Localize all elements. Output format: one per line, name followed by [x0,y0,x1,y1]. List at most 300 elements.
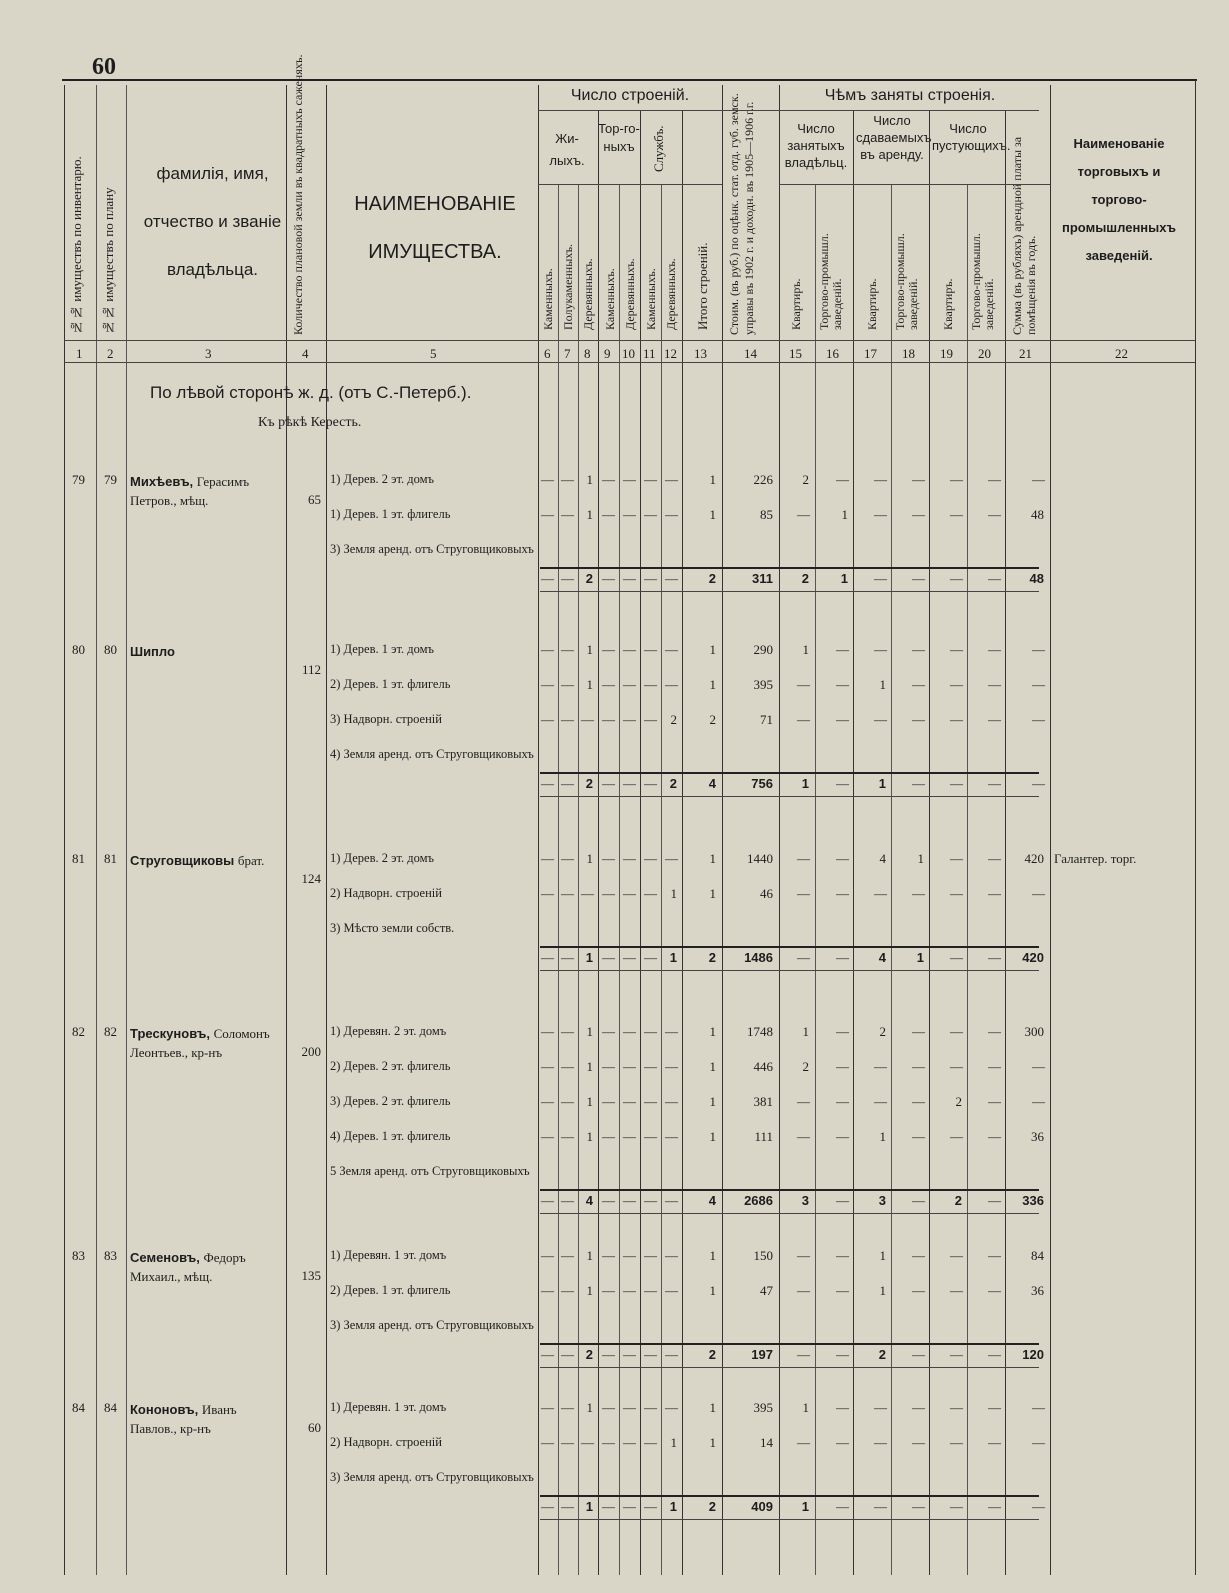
total-dash: — [561,776,574,791]
item-dash: — [623,472,636,487]
rule-v [1050,85,1051,1575]
rule-v [538,85,539,1575]
item-dash: — [912,1059,925,1074]
total-value: 4 [708,1193,716,1208]
item-dash: — [797,1283,810,1298]
header-c10: Деревянныхъ. [623,258,637,330]
item-dash: — [665,642,678,657]
item-dash: — [541,642,554,657]
total-value: 2 [585,571,593,586]
item-name: 2) Дерев. 2 эт. флигель [330,1059,451,1073]
item-dash: — [561,712,574,727]
item-value: 1 [586,472,593,487]
item-name: 3) Земля аренд. отъ Струговщиковыхъ [330,1318,534,1332]
item-dash: — [1032,1400,1045,1415]
item-dash: — [988,1435,1001,1450]
item-value: 1 [709,1248,716,1263]
item-value: 1 [709,851,716,866]
item-dash: — [561,1094,574,1109]
item-name: 2) Дерев. 1 эт. флигель [330,1283,451,1297]
item-dash: — [602,677,615,692]
colnum: 8 [584,346,591,361]
item-name: 3) Мѣсто земли собств. [330,921,455,935]
total-value: 2 [708,950,716,965]
item-dash: — [561,642,574,657]
total-dash: — [950,776,963,791]
item-name: 4) Дерев. 1 эт. флигель [330,1129,451,1143]
total-dash: — [561,1347,574,1362]
entry-inventory-number: 81 [72,851,85,866]
item-value: 84 [1031,1248,1044,1263]
item-value: 1 [709,886,716,901]
total-value: 4 [585,1193,593,1208]
item-dash: — [836,642,849,657]
item-value: 1 [879,1129,886,1144]
item-dash: — [665,1129,678,1144]
item-name: 1) Деревян. 1 эт. домъ [330,1400,447,1414]
total-value: 2 [954,1193,962,1208]
colnum: 21 [1019,346,1032,361]
item-dash: — [836,1248,849,1263]
item-dash: — [644,1248,657,1263]
item-dash: — [1032,472,1045,487]
item-value: 1 [670,1435,677,1450]
item-dash: — [797,886,810,901]
total-dash: — [912,1193,925,1208]
total-value: 2 [585,776,593,791]
colnum: 1 [76,346,83,361]
item-value: 1 [586,1248,593,1263]
item-dash: — [912,1248,925,1263]
page-number: 60 [92,54,116,80]
item-dash: — [874,472,887,487]
header-col5 [335,180,535,276]
item-dash: — [623,851,636,866]
total-dash: — [912,571,925,586]
entry-owner [130,642,285,661]
total-value: 48 [1029,571,1044,586]
item-dash: — [541,472,554,487]
item-dash: — [797,507,810,522]
item-dash: — [561,677,574,692]
item-dash: — [797,677,810,692]
rule-h [64,340,1195,341]
entry-owner [130,1400,285,1438]
total-dash: — [644,776,657,791]
item-dash: — [623,886,636,901]
header-c12: Деревянныхъ. [664,258,678,330]
colnum: 11 [643,346,656,361]
total-rule-bottom [540,970,1039,971]
header-col3-line2: отчество и званіе [143,212,282,231]
entry-plan-number: 80 [104,642,117,657]
item-dash: — [561,507,574,522]
total-value: 420 [1022,950,1044,965]
total-dash: — [665,1193,678,1208]
item-dash: — [950,1129,963,1144]
item-dash: — [561,1400,574,1415]
entry-area: 200 [301,1044,321,1059]
item-dash: — [623,1129,636,1144]
total-value: 2 [708,1499,716,1514]
header-sub-owner: Число занятыхъ владѣльц. [784,121,848,170]
item-dash: — [561,886,574,901]
total-value: 2 [708,1347,716,1362]
entry-plan-number: 79 [104,472,117,487]
item-value: 1 [709,507,716,522]
rule-v [326,85,327,1575]
item-dash: — [950,1059,963,1074]
total-dash: — [644,571,657,586]
item-dash: — [836,712,849,727]
item-dash: — [1032,642,1045,657]
item-value: 1 [709,1435,716,1450]
total-dash: — [623,1499,636,1514]
item-dash: — [561,851,574,866]
item-dash: — [950,1400,963,1415]
rule-v [722,85,723,1575]
total-value: 2 [878,1347,886,1362]
item-dash: — [988,1283,1001,1298]
entry-inventory-number: 80 [72,642,85,657]
total-dash: — [797,1347,810,1362]
item-dash: — [665,1059,678,1074]
rule-v [286,85,287,1575]
rule-v [96,85,97,1575]
rule-v [779,85,780,1575]
header-c11: Каменныхъ. [644,268,658,330]
item-value: 446 [753,1059,773,1074]
total-dash: — [602,1347,615,1362]
item-dash: — [988,886,1001,901]
item-dash: — [988,677,1001,692]
total-dash: — [602,1499,615,1514]
total-rule-bottom [540,796,1039,797]
rule-v [640,110,641,1575]
total-dash: — [561,571,574,586]
header-col3-line1: фамилія, имя, [156,164,269,183]
colnum: 6 [544,346,551,361]
total-dash: — [988,1499,1001,1514]
total-rule-bottom [540,1519,1039,1520]
item-dash: — [602,642,615,657]
item-dash: — [1032,1059,1045,1074]
item-value: 1 [670,886,677,901]
header-c15: Квартиръ. [789,278,803,330]
item-value: 420 [1024,851,1044,866]
item-dash: — [912,712,925,727]
total-rule [540,1343,1039,1345]
item-dash: — [561,1059,574,1074]
item-dash: — [797,1094,810,1109]
total-dash: — [541,1347,554,1362]
total-dash: — [836,950,849,965]
total-value: 2 [669,776,677,791]
colnum: 16 [826,346,839,361]
total-dash: — [912,1347,925,1362]
total-dash: — [541,1193,554,1208]
rule-h [64,362,1195,363]
total-dash: — [644,1347,657,1362]
total-dash: — [950,571,963,586]
item-value: 1 [709,1283,716,1298]
item-value: 1 [586,1094,593,1109]
owner-details: Герасимъ Петров., мѣщ. [130,474,250,508]
item-name: 1) Дерев. 1 эт. флигель [330,507,451,521]
entry-plan-number: 82 [104,1024,117,1039]
item-dash: — [836,1059,849,1074]
item-dash: — [665,1094,678,1109]
item-dash: — [874,1435,887,1450]
item-dash: — [912,1094,925,1109]
colnum: 17 [864,346,877,361]
total-dash: — [602,950,615,965]
total-dash: — [623,950,636,965]
entry-inventory-number: 84 [72,1400,85,1415]
item-dash: — [644,1059,657,1074]
total-dash: — [541,776,554,791]
item-dash: — [950,1435,963,1450]
item-dash: — [1032,1435,1045,1450]
item-dash: — [623,1094,636,1109]
total-dash: — [874,1499,887,1514]
item-name: 1) Дерев. 2 эт. домъ [330,851,434,865]
total-value: 1 [916,950,924,965]
total-rule-bottom [540,1213,1039,1214]
item-dash: — [644,1129,657,1144]
item-dash: — [988,1059,1001,1074]
item-value: 290 [753,642,773,657]
header-c7: Полукаменныхъ. [561,243,575,330]
item-name: 1) Дерев. 1 эт. домъ [330,642,434,656]
colnum: 9 [604,346,611,361]
total-dash: — [561,1499,574,1514]
item-dash: — [644,642,657,657]
item-name: 5 Земля аренд. отъ Струговщиковыхъ [330,1164,530,1178]
header-col1: №№ имуществъ по инвентарю. [69,156,84,335]
entry-owner [130,472,285,510]
item-dash: — [623,677,636,692]
item-dash: — [874,1400,887,1415]
item-dash: — [581,1435,594,1450]
item-value: 381 [753,1094,773,1109]
total-dash: — [1032,1499,1045,1514]
item-value: 2 [802,1059,809,1074]
item-dash: — [912,472,925,487]
colnum: 15 [789,346,802,361]
item-dash: — [988,472,1001,487]
header-c9: Каменныхъ. [603,268,617,330]
total-rule-bottom [540,591,1039,592]
item-value: 1 [879,1248,886,1263]
item-value: 1 [586,1129,593,1144]
header-c20: Торгово-промышл. заведеній. [969,233,997,330]
item-dash: — [797,1248,810,1263]
item-dash: — [1032,886,1045,901]
total-value: 3 [801,1193,809,1208]
item-dash: — [1032,1094,1045,1109]
item-dash: — [836,472,849,487]
item-value: 1 [879,677,886,692]
total-value: 756 [751,776,773,791]
item-dash: — [988,1248,1001,1263]
total-dash: — [602,1193,615,1208]
item-dash: — [644,677,657,692]
rule-h [779,184,1050,185]
item-dash: — [644,886,657,901]
total-dash: — [836,776,849,791]
item-value: 2 [955,1094,962,1109]
owner-details: Иванъ Павлов., кр-нъ [130,1402,237,1436]
total-dash: — [665,571,678,586]
item-value: 2 [802,472,809,487]
item-dash: — [541,1435,554,1450]
item-dash: — [581,886,594,901]
total-rule [540,1495,1039,1497]
owner-surname: Шипло [130,644,175,659]
total-dash: — [836,1499,849,1514]
item-value: 1 [841,507,848,522]
item-name: 3) Земля аренд. отъ Струговщиковыхъ [330,542,534,556]
entry-plan-number: 83 [104,1248,117,1263]
colnum: 13 [694,346,707,361]
item-dash: — [602,1435,615,1450]
total-value: 336 [1022,1193,1044,1208]
total-dash: — [623,571,636,586]
item-dash: — [665,851,678,866]
item-dash: — [950,1283,963,1298]
item-dash: — [623,1400,636,1415]
item-value: 1 [709,677,716,692]
item-dash: — [950,1248,963,1263]
entry-plan-number: 84 [104,1400,117,1415]
total-dash: — [561,950,574,965]
header-col2: №№ имуществъ по плану [101,187,116,335]
colnum: 5 [430,346,437,361]
item-dash: — [665,1248,678,1263]
item-dash: — [602,472,615,487]
total-value: 1 [585,1499,593,1514]
item-dash: — [912,1283,925,1298]
item-dash: — [541,1129,554,1144]
total-dash: — [988,1347,1001,1362]
item-name: 4) Земля аренд. отъ Струговщиковыхъ [330,747,534,761]
item-value: 1 [586,851,593,866]
item-dash: — [541,507,554,522]
rule-v [1195,80,1196,1575]
section-title: По лѣвой сторонѣ ж. д. (отъ С.-Петерб.). [150,383,472,402]
item-dash: — [602,1024,615,1039]
item-value: 48 [1031,507,1044,522]
total-dash: — [541,1499,554,1514]
item-dash: — [644,1283,657,1298]
item-dash: — [623,712,636,727]
item-value: 36 [1031,1283,1044,1298]
item-dash: — [950,712,963,727]
colnum: 18 [902,346,915,361]
owner-details: Федоръ Михаил., мѣщ. [130,1250,246,1284]
colnum: 4 [302,346,309,361]
total-value: 1 [801,776,809,791]
header-c19: Квартиръ. [941,278,955,330]
item-value: 1 [802,1400,809,1415]
item-value: 300 [1024,1024,1044,1039]
total-dash: — [912,776,925,791]
total-value: 2686 [744,1193,773,1208]
total-value: 1486 [744,950,773,965]
entry-inventory-number: 82 [72,1024,85,1039]
entry-area: 112 [301,662,321,677]
item-value: 46 [760,886,773,901]
total-value: 311 [752,571,773,586]
item-dash: — [836,886,849,901]
item-value: 1 [586,642,593,657]
item-dash: — [950,472,963,487]
item-dash: — [665,677,678,692]
item-value: 1 [879,1283,886,1298]
item-dash: — [602,886,615,901]
item-dash: — [912,1024,925,1039]
item-value: 1 [586,507,593,522]
item-dash: — [644,1024,657,1039]
entry-area: 124 [301,871,321,886]
header-c14: Стоим. (въ руб.) по оцѣнк. стат. отд. губ. земск. управы въ 1902 г. и доходн. въ 1905—1906 г.г. [727,93,756,335]
total-dash: — [623,1347,636,1362]
owner-surname: Михѣевъ, [130,474,197,489]
top-rule [62,79,1197,81]
item-value: 71 [760,712,773,727]
item-dash: — [988,851,1001,866]
colnum: 22 [1115,346,1128,361]
item-dash: — [912,1435,925,1450]
item-dash: — [644,851,657,866]
item-dash: — [602,1248,615,1263]
rule-h [538,184,722,185]
total-value: 197 [751,1347,773,1362]
total-rule [540,772,1039,774]
item-value: 14 [760,1435,773,1450]
header-c18: Торгово-промышл. заведеній. [893,233,921,330]
total-dash: — [988,571,1001,586]
colnum: 3 [205,346,212,361]
item-dash: — [665,1400,678,1415]
item-dash: — [874,642,887,657]
item-dash: — [950,642,963,657]
item-dash: — [602,1400,615,1415]
total-value: 4 [708,776,716,791]
total-value: 1 [669,1499,677,1514]
item-dash: — [950,886,963,901]
item-dash: — [644,472,657,487]
entry-area: 135 [301,1268,321,1283]
entry-owner [130,1024,285,1062]
item-name: 3) Дерев. 2 эт. флигель [330,1094,451,1108]
total-rule [540,946,1039,948]
total-dash: — [602,776,615,791]
total-dash: — [1032,776,1045,791]
total-value: 2 [801,571,809,586]
item-value: 2 [879,1024,886,1039]
total-dash: — [950,1347,963,1362]
item-name: 1) Деревян. 1 эт. домъ [330,1248,447,1262]
item-value: 1 [917,851,924,866]
total-dash: — [912,1499,925,1514]
item-dash: — [988,1129,1001,1144]
header-sub-service: Службъ. [651,125,666,172]
rule-v [126,85,127,1575]
item-dash: — [950,507,963,522]
item-dash: — [988,642,1001,657]
